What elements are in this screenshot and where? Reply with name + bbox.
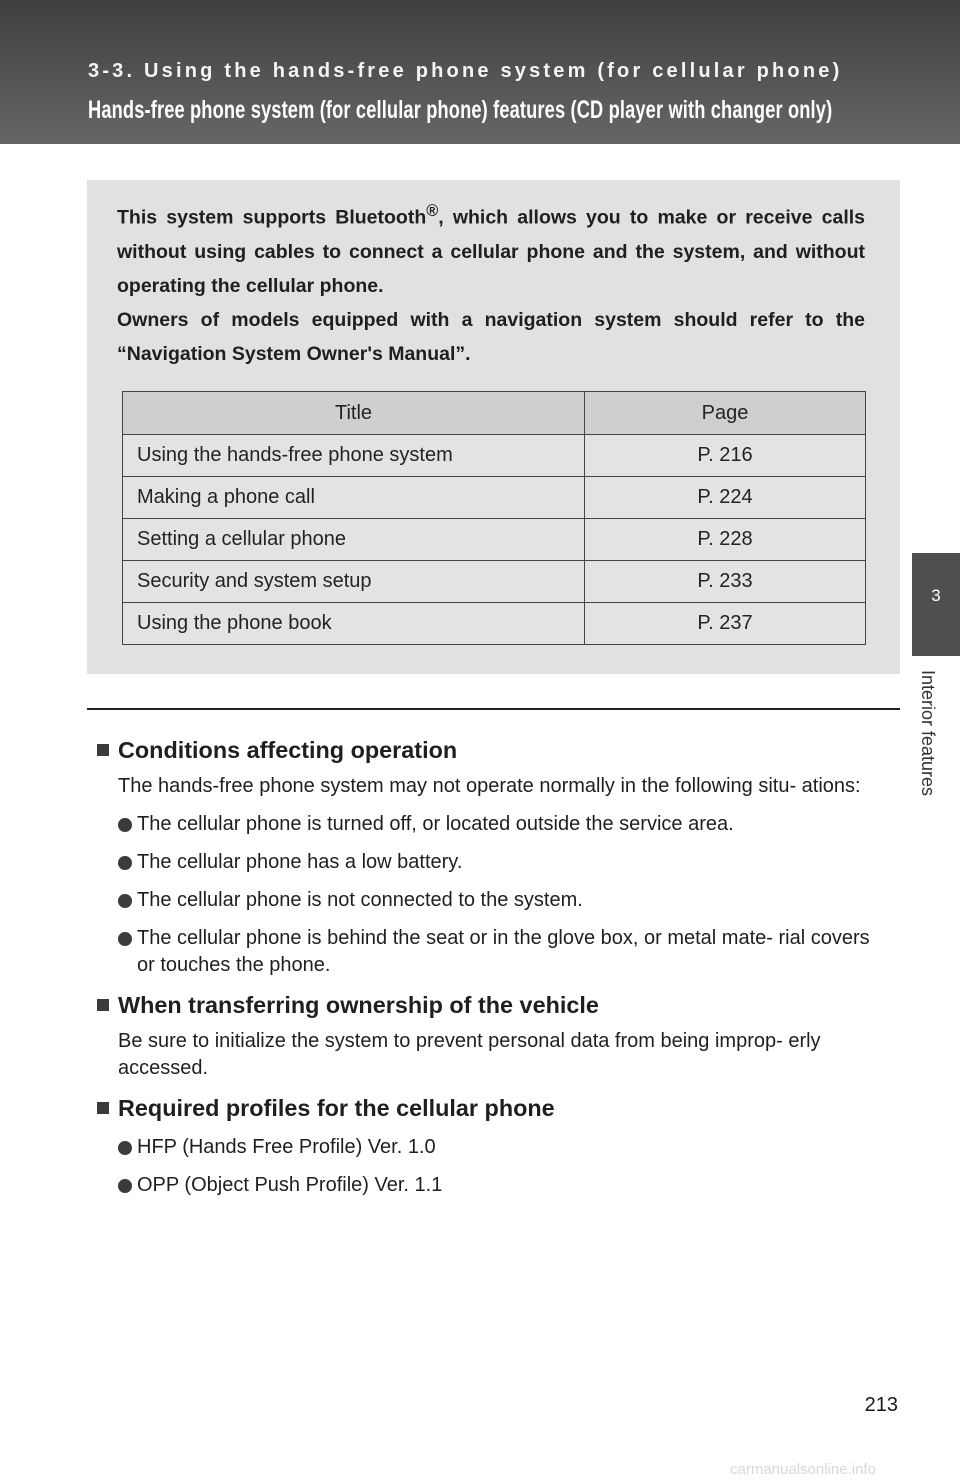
notes-content bbox=[97, 735, 897, 1210]
table-row bbox=[123, 435, 866, 477]
topic-body: The hands-free phone system may not operate normally in the following situ- ations: bbox=[118, 775, 861, 797]
square-bullet-icon bbox=[97, 999, 109, 1011]
column-header-page: Page bbox=[585, 392, 866, 435]
topic-conditions bbox=[97, 735, 897, 979]
list-item bbox=[118, 849, 889, 876]
round-bullet-icon bbox=[118, 1179, 132, 1193]
page-number: 213 bbox=[864, 1394, 898, 1416]
chapter-tab-label: Interior features bbox=[918, 670, 938, 797]
row-title: Making a phone call bbox=[123, 477, 585, 519]
intro-note: Owners of models equipped with a navigation system should refer to the “Navigation System Owner's Manual”. bbox=[117, 308, 865, 365]
table-row bbox=[123, 561, 866, 603]
row-title: Setting a cellular phone bbox=[123, 519, 585, 561]
topic-profiles bbox=[97, 1093, 897, 1199]
topic-heading-text: Required profiles for the cellular phone bbox=[118, 1095, 555, 1121]
list-item-text: OPP (Object Push Profile) Ver. 1.1 bbox=[137, 1174, 443, 1196]
topic-heading-text: When transferring ownership of the vehicle bbox=[118, 992, 599, 1018]
topic-heading-text: Conditions affecting operation bbox=[118, 737, 458, 763]
table-header-row bbox=[123, 392, 866, 435]
round-bullet-icon bbox=[118, 818, 132, 832]
row-title: Using the hands-free phone system bbox=[123, 435, 585, 477]
list-item-text: The cellular phone has a low battery. bbox=[137, 851, 463, 873]
row-page: P. 216 bbox=[585, 435, 866, 477]
list-item-text: The cellular phone is behind the seat or in the glove box, or metal mate- rial covers or touches the phone. bbox=[137, 927, 870, 976]
watermark: carmanualsonline.info bbox=[730, 1461, 876, 1478]
list-item bbox=[118, 925, 889, 979]
list-item-text: The cellular phone is turned off, or located outside the service area. bbox=[137, 813, 734, 835]
round-bullet-icon bbox=[118, 856, 132, 870]
round-bullet-icon bbox=[118, 894, 132, 908]
topic-heading bbox=[97, 735, 897, 765]
section-title: 3-3. Using the hands-free phone system (for cellular phone) bbox=[88, 60, 843, 82]
round-bullet-icon bbox=[118, 1141, 132, 1155]
intro-text-start: This system supports Bluetooth bbox=[117, 206, 427, 229]
summary-box bbox=[87, 180, 900, 674]
table-row bbox=[123, 519, 866, 561]
list-item bbox=[118, 1134, 889, 1161]
registered-mark: ® bbox=[426, 202, 439, 220]
row-page: P. 233 bbox=[585, 561, 866, 603]
list-item bbox=[118, 887, 889, 914]
list-item bbox=[118, 811, 889, 838]
topic-heading bbox=[97, 1093, 897, 1123]
topic-body: Be sure to initialize the system to prevent personal data from being improp- erly accessed. bbox=[118, 1030, 821, 1079]
table-row bbox=[123, 603, 866, 645]
row-page: P. 237 bbox=[585, 603, 866, 645]
chapter-tab-number: 3 bbox=[931, 586, 941, 605]
page-heading: Hands-free phone system (for cellular phone) features (CD player with changer only) bbox=[88, 96, 833, 124]
row-title: Using the phone book bbox=[123, 603, 585, 645]
topic-heading bbox=[97, 990, 897, 1020]
square-bullet-icon bbox=[97, 744, 109, 756]
contents-table bbox=[122, 391, 866, 645]
list-item-text: HFP (Hands Free Profile) Ver. 1.0 bbox=[137, 1136, 436, 1158]
section-divider bbox=[87, 708, 900, 710]
row-page: P. 224 bbox=[585, 477, 866, 519]
round-bullet-icon bbox=[118, 932, 132, 946]
intro-text-end: , which allows you to make or receive calls without using cables to connect a cellular phone and the system, and without operating the cellular phone. bbox=[117, 206, 866, 297]
column-header-title: Title bbox=[123, 392, 585, 435]
list-item-text: The cellular phone is not connected to the system. bbox=[137, 889, 583, 911]
profile-list bbox=[118, 1134, 897, 1199]
intro-text bbox=[117, 194, 865, 371]
topic-ownership bbox=[97, 990, 897, 1082]
condition-list bbox=[118, 811, 897, 979]
row-title: Security and system setup bbox=[123, 561, 585, 603]
list-item bbox=[118, 1172, 889, 1199]
square-bullet-icon bbox=[97, 1102, 109, 1114]
table-row bbox=[123, 477, 866, 519]
row-page: P. 228 bbox=[585, 519, 866, 561]
